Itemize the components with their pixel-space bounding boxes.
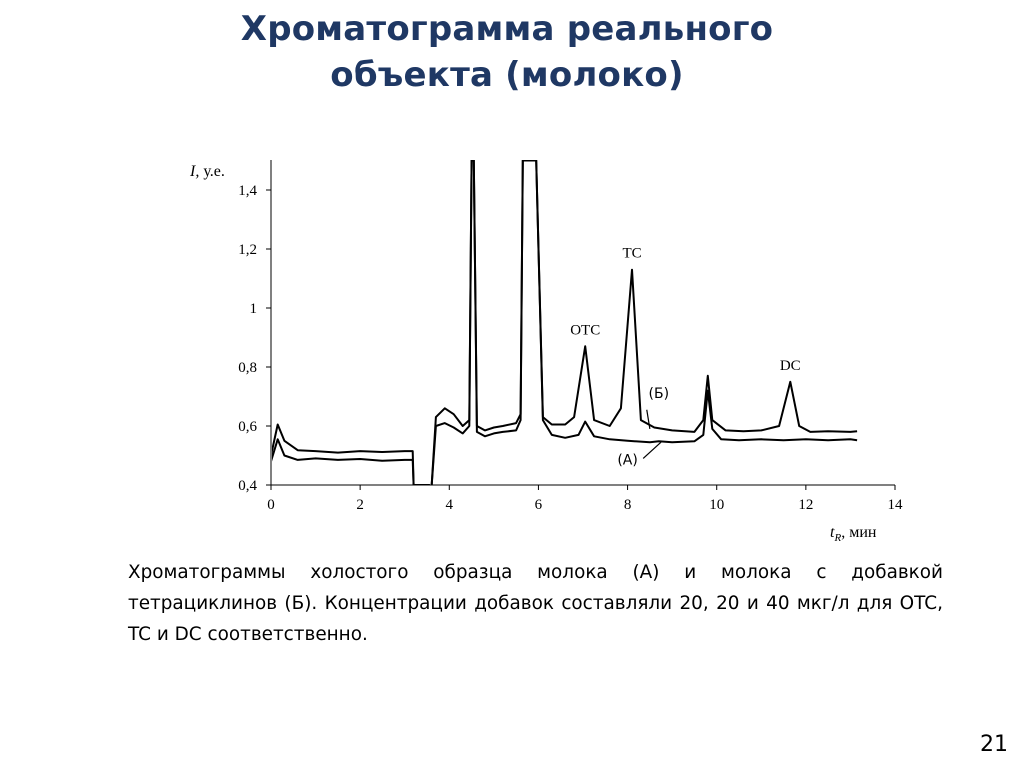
series-label-b: (Б)	[648, 385, 670, 402]
peak-label-otc: OTC	[570, 322, 601, 339]
x-tick-label: 0	[267, 497, 275, 513]
slide-title	[0, 6, 1014, 98]
series-b-leader	[647, 410, 650, 429]
y-tick-label: 0,8	[238, 360, 257, 376]
x-tick-label: 4	[445, 497, 454, 513]
x-tick-label: 6	[534, 497, 543, 513]
peak-label-tc: TC	[622, 245, 642, 262]
chart-labels	[570, 246, 800, 469]
chromatogram-chart	[150, 150, 910, 550]
y-tick-label: 1,2	[238, 242, 257, 258]
y-tick-label: 0,4	[238, 478, 257, 494]
x-axis-title: $t_R$, мин	[830, 524, 877, 544]
slide-title-line-2: объекта (молоко)	[330, 55, 684, 95]
y-tick-label: 1,4	[238, 183, 257, 199]
y-tick-label: 1	[249, 301, 257, 317]
series-line-a	[271, 161, 857, 488]
series-label-a: (А)	[617, 452, 638, 469]
peak-label-dc: DC	[779, 357, 801, 374]
series-a-leader	[643, 442, 661, 458]
x-tick-label: 12	[798, 497, 814, 513]
x-tick-label: 2	[356, 497, 364, 513]
chart-axes	[189, 160, 903, 544]
x-tick-label: 10	[709, 497, 725, 513]
x-tick-label: 8	[623, 497, 632, 513]
figure-caption: Хроматограммы холостого образца молока (А) и молока с добавкой тетрациклинов (Б). Концентрации добавок составляли 20, 20 и 40 мкг/л для OTC, TC и DC соответственно.	[128, 562, 943, 645]
y-axis-title: I, у.е.	[190, 163, 225, 180]
y-tick-label: 0,6	[238, 419, 257, 435]
chart-traces	[271, 161, 857, 488]
x-tick-label: 14	[887, 497, 903, 513]
slide-title-line-1: Хроматограмма реального	[240, 9, 774, 49]
page-number: 21	[980, 732, 1008, 757]
